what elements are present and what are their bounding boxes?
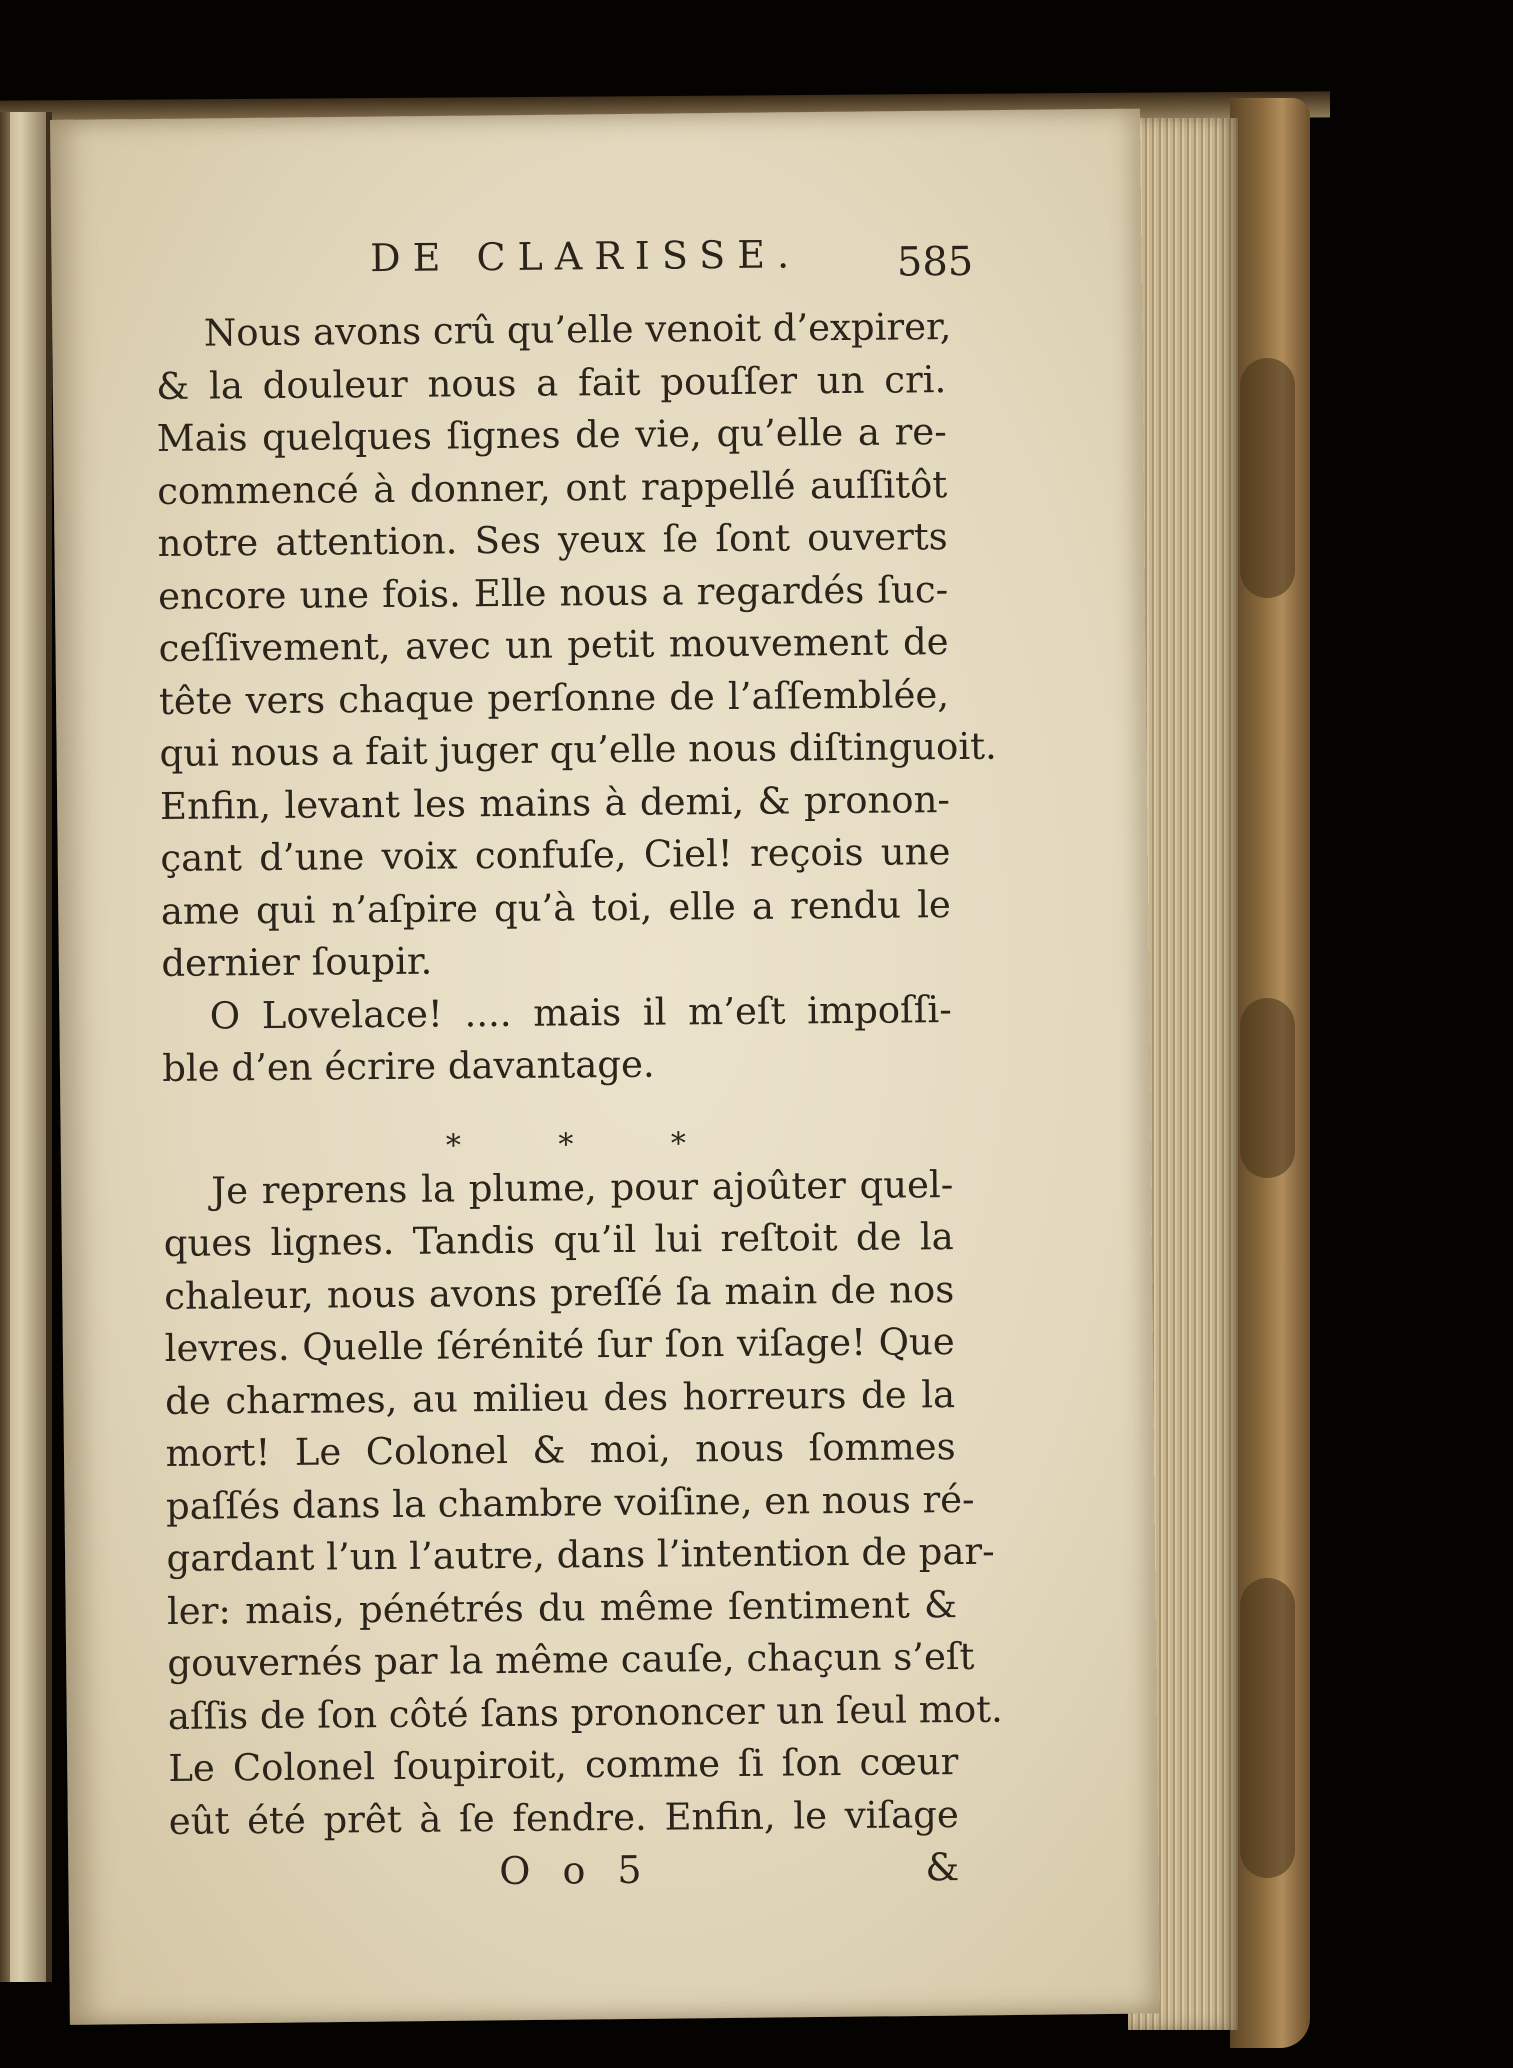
facing-page-edge — [0, 112, 52, 1982]
page-text — [155, 231, 1003, 1904]
page-number: 585 — [896, 238, 974, 286]
text-line: levres. Quelle ſérénité ſur ſon viſage! Que — [164, 1320, 955, 1370]
text-line: aſſis de ſon côté ſans prononcer un ſeul mot. — [167, 1687, 1003, 1738]
text-line: de charmes, au milieu des horreurs de la — [164, 1372, 956, 1423]
paragraph-3 — [163, 1159, 1003, 1848]
text-line: notre attention. Ses yeux ſe ſont ouverts — [157, 515, 948, 565]
section-separator: * * * — [445, 1125, 731, 1163]
leather-cover — [1230, 98, 1310, 2048]
text-line: gardant l’un l’autre, dans l’intention de par- — [166, 1529, 995, 1580]
catchword: & — [925, 1845, 960, 1890]
text-line: ler: mais, pénétrés du même ſentiment & — [166, 1582, 958, 1633]
running-head — [155, 231, 974, 308]
text-line: chaleur, nous avons preſſé ſa main de nos — [164, 1267, 955, 1318]
text-line: çant d’une voix confuſe, Ciel! reçois une — [160, 830, 951, 880]
paragraph-2 — [162, 984, 953, 1096]
text-line: encore une fois. Elle nous a regardés ſuc- — [157, 567, 949, 618]
text-line: mort! Le Colonel & moi, nous ſommes — [165, 1425, 956, 1475]
text-line: O Lovelace! .... mais il m’eſt impoſſi- — [209, 987, 952, 1038]
text-line: ceſſivement, avec un petit mouvement de — [158, 620, 949, 670]
text-line: paſſés dans la chambre voiſine, en nous ré- — [165, 1477, 975, 1528]
page-footer — [169, 1845, 959, 1904]
text-line: dernier ſoupir. — [161, 939, 433, 985]
text-line: ame qui n’aſpire qu’à toi, elle a rendu le — [160, 882, 952, 933]
text-line: Je reprens la plume, pour ajoûter quel- — [211, 1162, 954, 1213]
text-line: Nous avons crû qu’elle venoit d’expirer, — [203, 305, 952, 355]
text-line: gouvernés par la même cauſe, chaçun s’eſt — [167, 1634, 975, 1685]
text-line: & la douleur nous a fait pouſſer un cri. — [156, 357, 947, 408]
left-cover-edge — [0, 112, 10, 1982]
text-line: Mais quelques ſignes de vie, qu’elle a re- — [156, 410, 947, 460]
text-line: eût été prêt à ſe fendre. Enfin, le viſage — [168, 1792, 959, 1843]
text-line: commencé à donner, ont rappellé auſſitôt — [157, 462, 948, 513]
text-line: Le Colonel ſoupiroit, comme ſi ſon cœur — [168, 1740, 959, 1790]
text-line: ble d’en écrire davantage. — [162, 1042, 655, 1090]
paragraph-1 — [156, 301, 997, 990]
signature-mark: O o 5 — [499, 1847, 652, 1894]
running-title: DE CLARISSE. — [369, 232, 802, 281]
text-line: tête vers chaque perſonne de l’aſſemblée, — [158, 672, 950, 723]
text-line: ques lignes. Tandis qu’il lui reſtoit de la — [163, 1215, 954, 1265]
text-line: qui nous a fait juger qu’elle nous diſtinguoit. — [159, 724, 997, 775]
text-line: Enfin, levant les mains à demi, & pronon- — [159, 777, 951, 828]
